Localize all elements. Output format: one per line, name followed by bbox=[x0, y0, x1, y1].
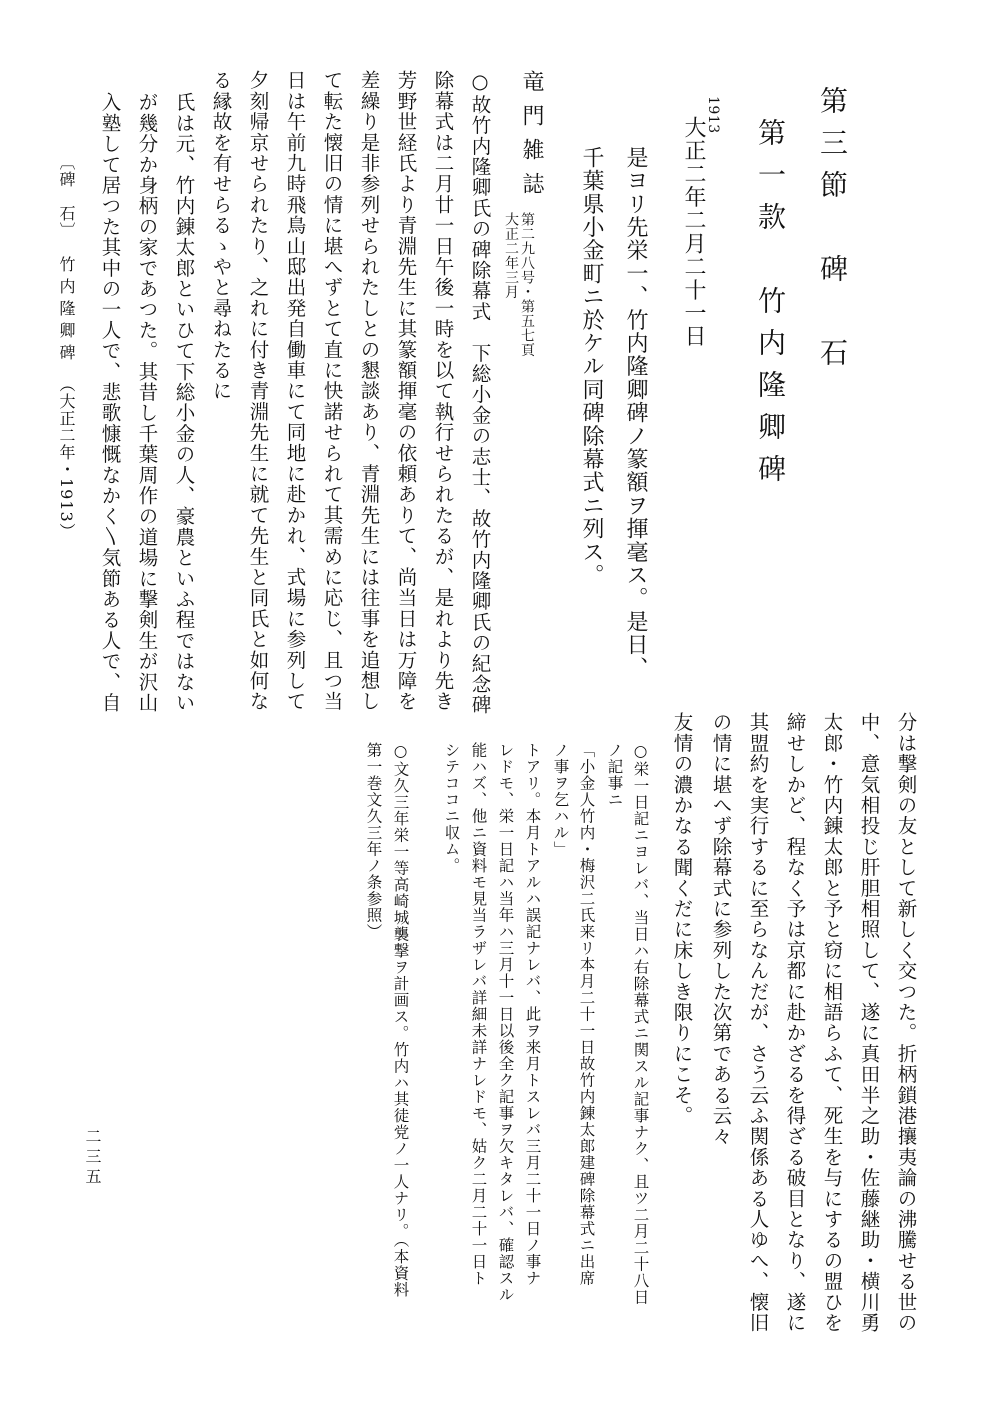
body-line-2: 除幕式は二月廿一日午後一時を以て執行せられたるが、是れより先き bbox=[431, 70, 455, 712]
body-line-5: て転た懐旧の情に堪へずとて直に快諾せられて其需めに応じ、且つ当 bbox=[320, 70, 344, 712]
entry-date: 大正二年二月二十一日 bbox=[681, 116, 706, 348]
year-note: 1913 bbox=[705, 96, 721, 134]
note-line-4: ノ事ヲ乞ハル」 bbox=[551, 742, 570, 858]
body-cont-line-6: の情に堪へず除幕式に参列した次第である云々 bbox=[709, 712, 733, 1147]
subsection-heading: 第一款 竹内隆卿碑 bbox=[754, 118, 787, 496]
page-number: 二三五 bbox=[83, 1128, 102, 1188]
footer-title: 竹内隆卿碑 bbox=[57, 256, 76, 366]
note-line-9: ○文久三年栄一等高崎城襲撃ヲ計画ス。竹内ハ其徒党ノ一人ナリ。（本資料 bbox=[391, 742, 410, 1298]
entry-line-2: 千葉県小金町ニ於ケル同碑除幕式ニ列ス。 bbox=[579, 146, 604, 587]
source-title: 竜門雑誌 bbox=[519, 70, 544, 206]
body-line-7: 夕刻帰京せられたり、之れに付き青淵先生に就て先生と同氏と如何な bbox=[246, 70, 270, 712]
body-cont-line-3: 太郎・竹内錬太郎と予と窃に相語らふて、死生を与にするの盟ひを bbox=[820, 712, 844, 1333]
note-line-3: 「小金人竹内・梅沢二氏来リ本月二十一日故竹内錬太郎建碑除幕式ニ出席 bbox=[577, 742, 596, 1287]
body-cont-line-7: 友情の濃かなる聞くだに床しき限りにこそ。 bbox=[670, 712, 694, 1126]
section-heading: 第三節 碑 石 bbox=[816, 86, 849, 380]
body-cont-line-2: 中、意気相投じ肝胆相照して、遂に真田半之助・佐藤継助・横川勇 bbox=[857, 712, 881, 1333]
body-line-4: 差繰り是非参列せられたしとの懇談あり、青淵先生には往事を追想し bbox=[357, 70, 381, 712]
note-line-6: レドモ、栄一日記ハ当年ハ三月十一日以後全ク記事ヲ欠キタレバ、確認スル bbox=[496, 742, 515, 1303]
body-line-1: ○故竹内隆卿氏の碑除幕式 下総小金の志士、故竹内隆卿氏の紀念碑 bbox=[468, 70, 492, 716]
body-line-9: 氏は元、竹内錬太郎といひて下総小金の人、豪農といふ程ではない bbox=[172, 92, 196, 713]
body-line-8: る縁故を有せらるゝやと尋ねたるに bbox=[209, 70, 233, 402]
footer-year: （大正二年・1913） bbox=[57, 376, 76, 540]
body-line-10: が幾分か身柄の家であつた。其昔し千葉周作の道場に撃剣生が沢山 bbox=[135, 92, 159, 713]
note-line-1: ○栄一日記ニヨレバ、当日ハ右除幕式ニ関スル記事ナク、且ツ二月二十八日 bbox=[631, 742, 650, 1306]
source-ref-line1: 第二九八号・第五七頁 bbox=[519, 212, 535, 357]
note-line-8: シテココニ収ム。 bbox=[442, 742, 461, 874]
body-cont-line-5: 其盟約を実行するに至らなんだが、さう云ふ関係ある人ゆへ、懐旧 bbox=[746, 712, 770, 1333]
body-line-3: 芳野世経氏より青淵先生に其篆額揮毫の依頼ありて、尚当日は万障を bbox=[394, 70, 418, 712]
body-cont-line-1: 分は撃剣の友として新しく交つた。折柄鎖港攘夷論の沸騰せる世の bbox=[894, 712, 918, 1333]
source-ref-line2: 大正二年三月 bbox=[503, 212, 519, 299]
body-cont-line-4: 締せしかど、程なく予は京都に赴かざるを得ざる破目となり、遂に bbox=[783, 712, 807, 1333]
note-line-5: トアリ。本月トアルハ誤記ナレバ、此ヲ来月トスレバ三月二十一日ノ事ナ bbox=[523, 742, 542, 1287]
note-line-7: 能ハズ、他ニ資料モ見当ラザレバ詳細未詳ナレドモ、姑ク二月二十一日ト bbox=[469, 742, 488, 1287]
footer-category: 〔碑 石〕 bbox=[57, 154, 76, 239]
note-line-10: 第一巻文久三年ノ条参照） bbox=[364, 742, 383, 940]
body-line-6: 日は午前九時飛鳥山邸出発自働車にて同地に赴かれ、式場に参列して bbox=[283, 70, 307, 712]
entry-line-1: 是ヨリ先栄一、竹内隆卿碑ノ篆額ヲ揮毫ス。是日、 bbox=[623, 146, 648, 680]
body-line-11: 入塾して居つた其中の一人で、悲歌慷慨なかく〵気節ある人で、自 bbox=[98, 92, 122, 713]
note-line-2: ノ記事ニ bbox=[605, 742, 624, 808]
